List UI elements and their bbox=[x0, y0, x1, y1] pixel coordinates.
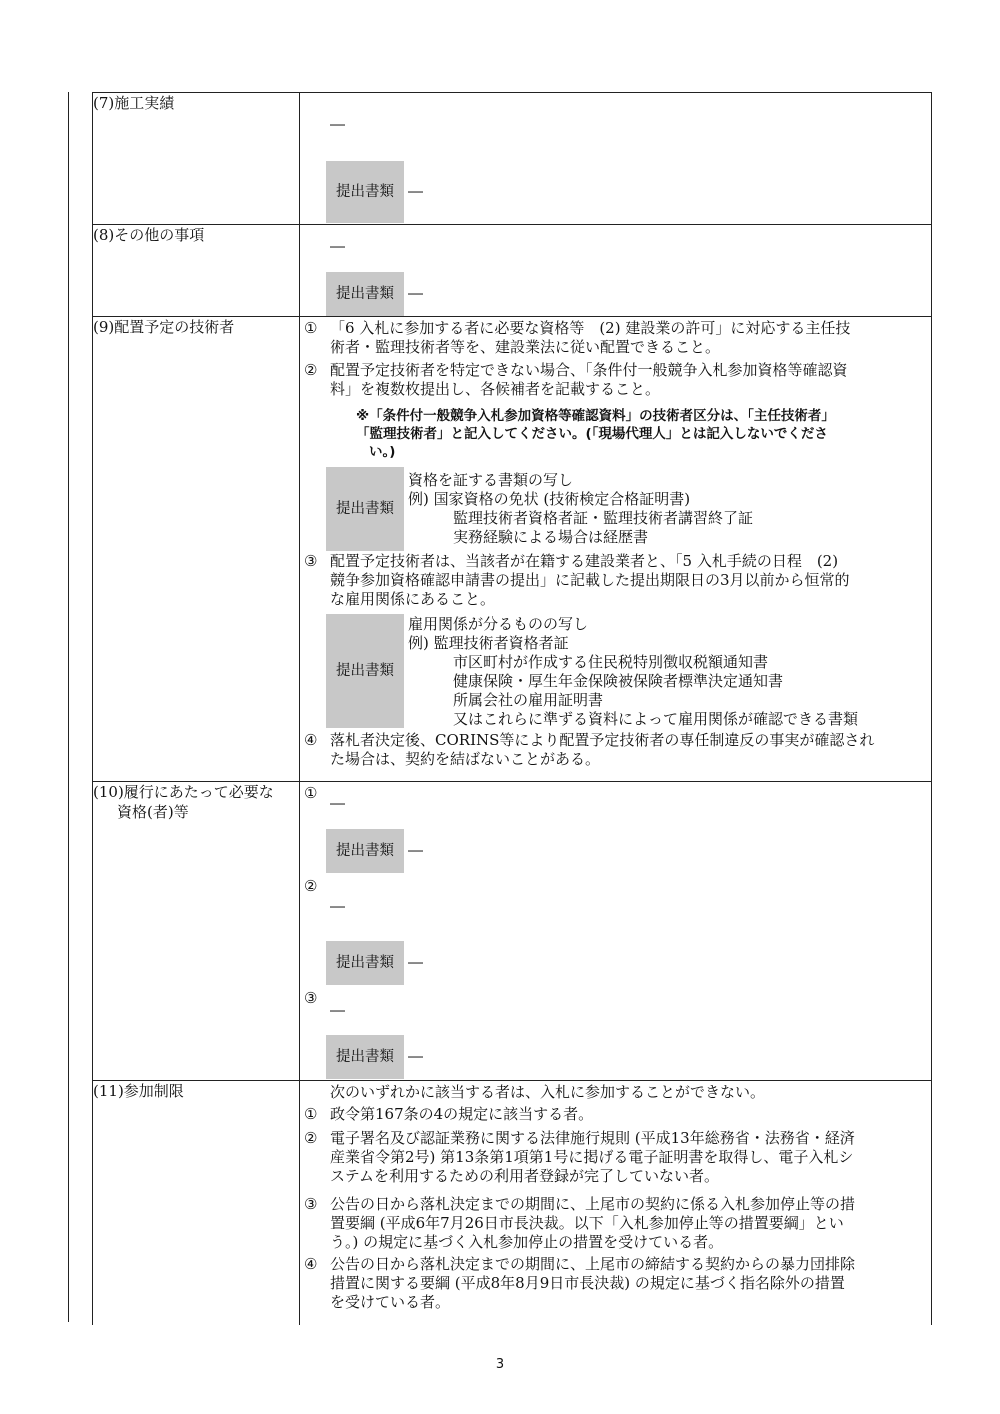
list-item: 落札者決定後、CORINS等により配置予定技術者の専任制違反の事実が確認され た場合は、契約を結ばないことがある。 bbox=[330, 731, 875, 768]
note-text: ※「条件付一般競争入札参加資格等確認資料」の技術者区分は、「主任技術者」 「監理技術者」と記入してください。(「現場代理人」とは記入しないでくださ い。) bbox=[356, 408, 835, 460]
item-number: ② bbox=[304, 1129, 318, 1147]
list-item: 政令第167条の4の規定に該当する者。 bbox=[330, 1105, 594, 1123]
content-value: ― bbox=[330, 1001, 345, 1019]
row-label: (10)履行にあたって必要な 資格(者)等 bbox=[93, 782, 300, 1081]
intro-text: 次のいずれかに該当する者は、入札に参加することができない。 bbox=[330, 1083, 766, 1101]
table-row bbox=[93, 782, 932, 1081]
left-margin-rule bbox=[68, 92, 69, 1322]
row-label: (11)参加制限 bbox=[93, 1081, 300, 1325]
table-row bbox=[93, 93, 932, 225]
content-value: ― bbox=[330, 237, 345, 255]
list-item: 配置予定技術者を特定できない場合、「条件付一般競争入札参加資格等確認資 料」を複数枚提出し、各候補者を記載すること。 bbox=[330, 361, 848, 398]
content-value: ― bbox=[330, 794, 345, 812]
table-row bbox=[93, 225, 932, 317]
row-content bbox=[300, 1081, 932, 1325]
content-value: ― bbox=[330, 115, 345, 133]
submission-docs-value: ― bbox=[408, 182, 423, 200]
item-number: ① bbox=[304, 784, 318, 802]
submission-docs-label: 提出書類 bbox=[326, 272, 404, 316]
item-number: ④ bbox=[304, 731, 318, 749]
list-item: 配置予定技術者は、当該者が在籍する建設業者と、「5 入札手続の日程 (2) 競争参加資格確認申請書の提出」に記載した提出期限日の3月以前から恒常的 な雇用関係にあること。 bbox=[330, 552, 850, 608]
row-label: (9)配置予定の技術者 bbox=[93, 317, 300, 782]
submission-docs-list: 資格を証する書類の写し 例) 国家資格の免状 (技術検定合格証明書) 監理技術者資格者証・監理技術者講習終了証 実務経験による場合は経歴書 bbox=[408, 471, 754, 546]
submission-docs-label: 提出書類 bbox=[326, 614, 404, 728]
table-row bbox=[93, 317, 932, 782]
submission-docs-label: 提出書類 bbox=[326, 1035, 404, 1079]
list-item: 「6 入札に参加する者に必要な資格等 (2) 建設業の許可」に対応する主任技 術者・監理技術者等を、建設業法に従い配置できること。 bbox=[330, 319, 851, 356]
item-number: ② bbox=[304, 877, 318, 895]
row-content bbox=[300, 782, 932, 1081]
item-number: ② bbox=[304, 361, 318, 379]
item-number: ③ bbox=[304, 989, 318, 1007]
item-number: ① bbox=[304, 1105, 318, 1123]
submission-docs-label: 提出書類 bbox=[326, 941, 404, 985]
page-number: 3 bbox=[495, 1357, 505, 1372]
row-content bbox=[300, 93, 932, 225]
row-content bbox=[300, 225, 932, 317]
submission-docs-value: ― bbox=[408, 284, 423, 302]
conditions-table bbox=[92, 92, 932, 1325]
item-number: ③ bbox=[304, 1195, 318, 1213]
submission-docs-label: 提出書類 bbox=[326, 161, 404, 223]
item-number: ① bbox=[304, 319, 318, 337]
row-label: (8)その他の事項 bbox=[93, 225, 300, 317]
row-label: (7)施工実績 bbox=[93, 93, 300, 225]
submission-docs-value: ― bbox=[408, 1047, 423, 1065]
submission-docs-label: 提出書類 bbox=[326, 829, 404, 873]
submission-docs-value: ― bbox=[408, 841, 423, 859]
list-item: 電子署名及び認証業務に関する法律施行規則 (平成13年総務省・法務省・経済 産業省令第2号) 第13条第1項第1号に掲げる電子証明書を取得し、電子入札シ ステムを利用するための利用者登録が完了していない者。 bbox=[330, 1129, 855, 1185]
content-value: ― bbox=[330, 897, 345, 915]
submission-docs-label: 提出書類 bbox=[326, 467, 404, 551]
submission-docs-value: ― bbox=[408, 953, 423, 971]
list-item: 公告の日から落札決定までの期間に、上尾市の締結する契約からの暴力団排除 措置に関する要綱 (平成8年8月9日市長決裁) の規定に基づく指名除外の措置 を受けている者。 bbox=[330, 1255, 856, 1311]
table-row bbox=[93, 1081, 932, 1325]
row-content bbox=[300, 317, 932, 782]
submission-docs-list: 雇用関係が分るものの写し 例) 監理技術者資格者証 市区町村が作成する住民税特別徴収税額通知書 健康保険・厚生年金保険被保険者標準決定通知書 所属会社の雇用証明書 又はこれらに準ずる資料によって雇用関係が確認できる書類 bbox=[408, 615, 859, 728]
item-number: ④ bbox=[304, 1255, 318, 1273]
item-number: ③ bbox=[304, 552, 318, 570]
list-item: 公告の日から落札決定までの期間に、上尾市の契約に係る入札参加停止等の措 置要綱 (平成6年7月26日市長決裁。以下「入札参加停止等の措置要綱」とい う。) の規定に基づく入札参加停止の措置を受けている者。 bbox=[330, 1195, 856, 1251]
